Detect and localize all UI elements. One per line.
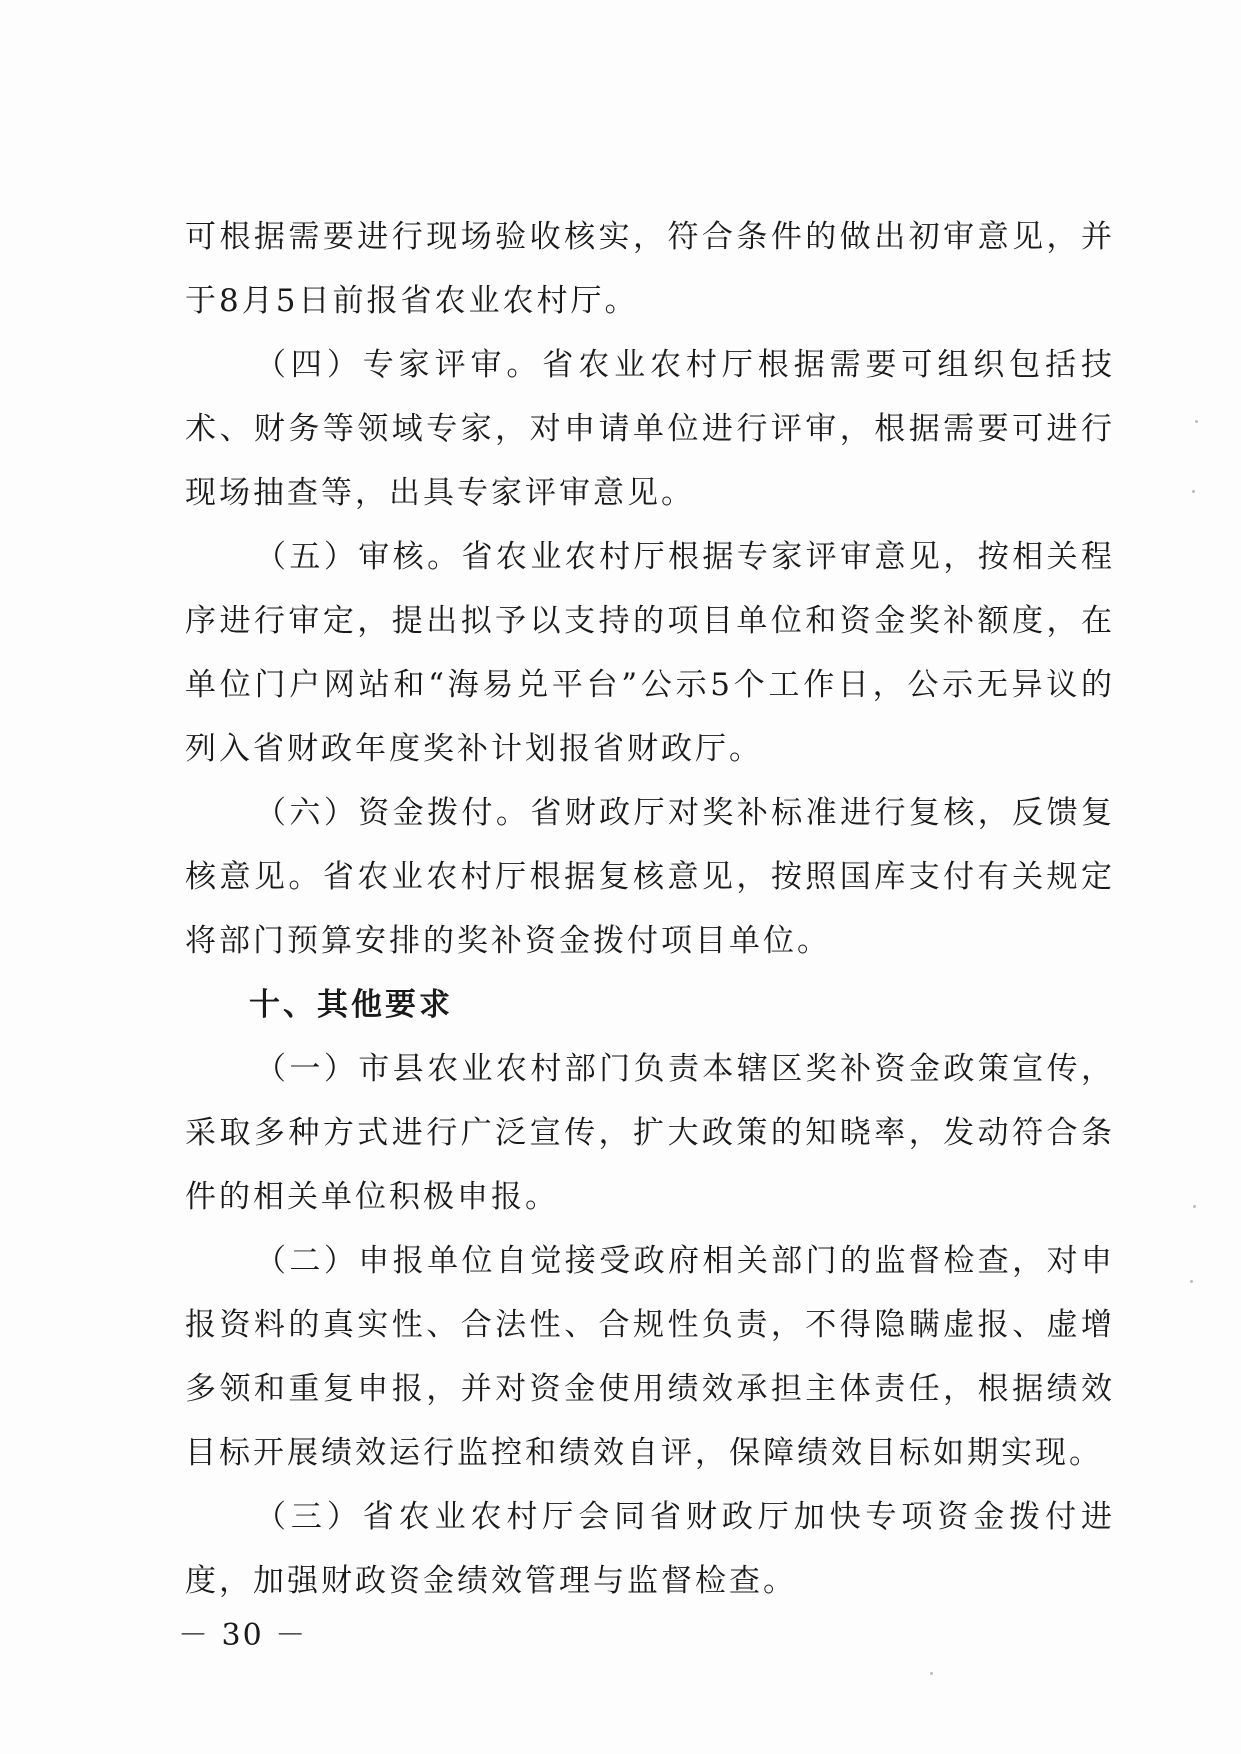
document-body: [185, 205, 1115, 1613]
scan-speck: [1195, 420, 1198, 423]
requirement-item-2: （二）申报单位自觉接受政府相关部门的监督检查，对申报资料的真实性、合法性、合规性负责，不得隐瞒虚报、虚增多领和重复申报，并对资金使用绩效承担主体责任，根据绩效目标开展绩效运行监控和绩效自评，保障绩效目标如期实现。: [185, 1243, 1115, 1471]
scan-speck: [930, 1672, 933, 1675]
paragraph-continuation: 可根据需要进行现场验收核实，符合条件的做出初审意见，并于8月5日前报省农业农村厅。: [185, 219, 1115, 319]
requirement-item-3: （三）省农业农村厅会同省财政厅加快专项资金拨付进度，加强财政资金绩效管理与监督检查。: [185, 1499, 1115, 1599]
requirement-item-1: （一）市县农业农村部门负责本辖区奖补资金政策宣传，采取多种方式进行广泛宣传，扩大政策的知晓率，发动符合条件的相关单位积极申报。: [185, 1051, 1115, 1215]
scan-speck: [1193, 1205, 1196, 1208]
paragraph-audit: （五）审核。省农业农村厅根据专家评审意见，按相关程序进行审定，提出拟予以支持的项目单位和资金奖补额度，在单位门户网站和“海易兑平台”公示5个工作日，公示无异议的列入省财政年度奖补计划报省财政厅。: [185, 539, 1115, 767]
paragraph-expert-review: （四）专家评审。省农业农村厅根据需要可组织包括技术、财务等领域专家，对申请单位进行评审，根据需要可进行现场抽查等，出具专家评审意见。: [185, 347, 1115, 511]
section-heading-other-requirements: 十、其他要求: [249, 987, 453, 1023]
page-number: － 30 －: [178, 1618, 308, 1653]
scan-speck: [1190, 1280, 1193, 1283]
paragraph-fund-disbursement: （六）资金拨付。省财政厅对奖补标准进行复核，反馈复核意见。省农业农村厅根据复核意见，按照国库支付有关规定将部门预算安排的奖补资金拨付项目单位。: [185, 795, 1115, 959]
scan-speck: [1192, 490, 1195, 493]
